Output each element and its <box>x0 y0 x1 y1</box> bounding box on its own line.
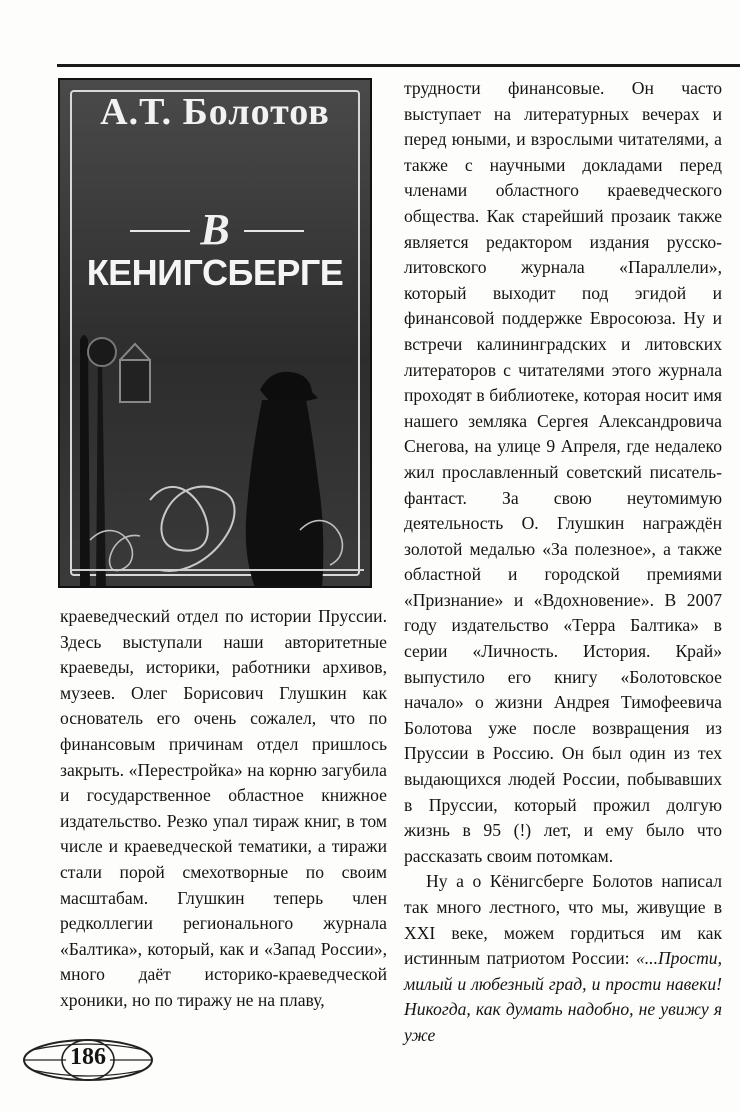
page-number: 186 <box>70 1044 106 1070</box>
page-number-badge <box>20 1036 156 1084</box>
cover-preposition: В <box>200 205 230 254</box>
header-rule <box>57 64 740 67</box>
right-paragraph-2-text: Ну а о Кёнигсберге Болотов написал так много лестного, что мы, живущие в XXI веке, можем гордиться им как истинным патриотом России: <box>404 871 722 969</box>
left-column-text: краеведческий отдел по истории Пруссии. Здесь выступали наши авторитетные краеведы, историки, работники архивов, музеев. Олег Борисович Глушкин как основатель его очень сожалел, что по финансовым причинам отдел пришлось закрыть. «Перестройка» на корню загубила и государственное областное книжное издательство. Резко упал тираж книг, в том числе и краеведческой тематики, а тиражи стали порой смехотворные по своим масштабам. Глушкин теперь член редколлегии регионального журнала «Балтика», который, как и «Запад России», много даёт историко-краеведческой хроники, но по тиражу не на плаву, <box>60 606 387 1010</box>
cover-illustration <box>60 300 372 588</box>
right-paragraph-1: трудности финансовые. Он часто выступает на литературных вечерах и перед юными, и взрослыми читателями, а также с научными докладами перед членами областного краеведческого общества. Как старейший прозаик также является редактором издания русско-литовского журнала «Параллели», который выходит под эгидой и финансовой поддержке Евросоюза. Ну и встречи калининградских и литовских литераторов с читателями этого журнала проходят в библиотеке, которая носит имя нашего земляка Сергея Александровича Снегова, на улице 9 Апреля, где недалеко жил прославленный советский писатель-фантаст. За свою неутомимую деятельность О. Глушкин награждён золотой медалью «За полезное», а также областной и городской премиями «Признание» и «Вдохновение». В 2007 году издательство «Терра Балтика» в серии «Личность. История. Край» выпустило его книгу «Болотовское начало» о жизни Андрея Тимофеевича Болотова уже после возвращения из Пруссии в Россию. Он был один из тех выдающихся людей России, побывавших в Пруссии, который прожил долгую жизнь в 95 (!) лет, и ему было что рассказать своим потомкам. <box>404 78 722 866</box>
left-column <box>60 604 387 1014</box>
right-column <box>404 76 722 1049</box>
cover-ornament-right <box>244 230 304 232</box>
cover-title: КЕНИГСБЕРГЕ <box>86 252 344 293</box>
book-cover-image <box>58 78 372 588</box>
bolotov-quote: «...Прости, милый и любезный град, и прости навеки! Никогда, как думать надобно, не увижу я уже <box>404 948 722 1045</box>
cover-author: А.Т. Болотов <box>100 91 330 133</box>
right-paragraph-2 <box>404 869 722 1048</box>
